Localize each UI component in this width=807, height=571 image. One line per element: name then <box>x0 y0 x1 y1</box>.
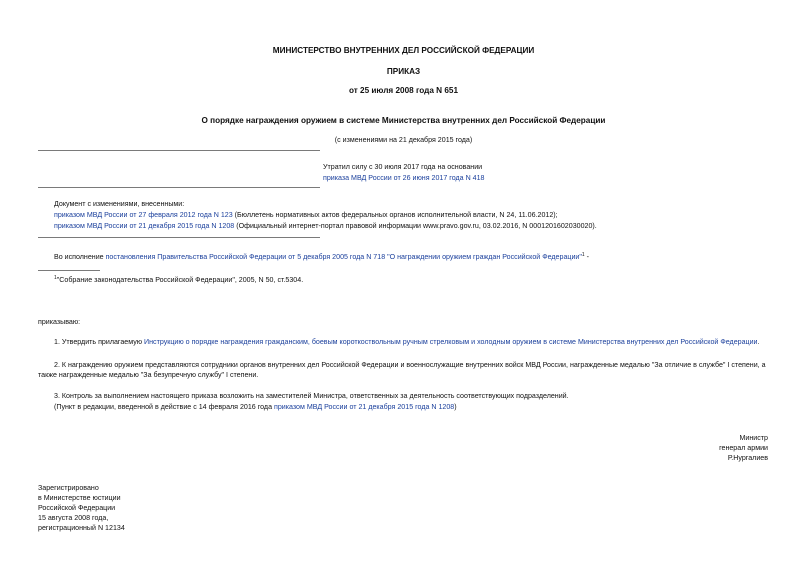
amendment-link-2015[interactable]: приказом МВД России от 21 декабря 2015 года N 1208 <box>54 222 235 230</box>
footnote-divider <box>38 270 100 271</box>
order-item-2-line-1: 2. К награждению оружием представляются сотрудники органов внутренних дел Российской Федерации и военнослужащие внутренних войск МВД России, награжденные медалью "За отличие в службе" I степени, а <box>54 361 766 369</box>
registration-line: 15 августа 2008 года, <box>38 514 109 522</box>
doc-date-number: от 25 июля 2008 года N 651 <box>348 86 459 95</box>
order-item-1 <box>54 338 760 347</box>
preamble-suffix: - <box>584 253 590 261</box>
preamble <box>54 251 589 262</box>
divider-line <box>38 150 320 151</box>
order-item-3-line-2 <box>54 403 457 412</box>
amendment-source: (Бюллетень нормативных актов федеральных органов исполнительной власти, N 24, 11.06.2012); <box>232 211 558 219</box>
registration-line: в Министерстве юстиции <box>38 494 121 502</box>
amendment-link-2012[interactable]: приказом МВД России от 27 февраля 2012 года N 123 <box>54 211 233 219</box>
divider-line <box>38 237 320 238</box>
signature-name: Р.Нургалиев <box>727 454 768 462</box>
item-3-note-suffix: ) <box>454 403 457 411</box>
item-3-note-prefix: (Пункт в редакции, введенной в действие с 14 февраля 2016 года <box>54 403 274 411</box>
status-text: Утратил силу с 30 июля 2017 года на основании <box>323 163 483 171</box>
amendment-note: (с изменениями на 21 декабря 2015 года) <box>334 136 473 144</box>
instruction-link[interactable]: Инструкцию о порядке награждения гражданским, боевым короткоствольным ручным стрелковым и холодным оружием в системе Министерства внутренних дел Российской Федерации <box>144 338 758 346</box>
order-word: приказываю: <box>38 318 81 326</box>
item-1-prefix: 1. Утвердить прилагаемую <box>54 338 145 346</box>
amendment-source: (Официальный интернет-портал правовой информации www.pravo.gov.ru, 03.02.2016, N 0001201602030020). <box>234 222 597 230</box>
changes-item <box>54 222 597 231</box>
doc-title: О порядке награждения оружием в системе Министерства внутренних дел Российской Федерации <box>201 116 606 125</box>
footnote-mark: 1 <box>54 275 57 281</box>
footnote <box>54 274 303 285</box>
government-decree-link[interactable]: постановления Правительства Российской Федерации от 5 декабря 2005 года N 718 "О награждении оружием граждан Российской Федерации" <box>105 253 582 261</box>
order-item-3-line-1: 3. Контроль за выполнением настоящего приказа возложить на заместителей Министра, ответственных за деятельность соответствующих подразделений. <box>54 392 569 400</box>
amendment-link-2015-note[interactable]: приказом МВД России от 21 декабря 2015 года N 1208 <box>274 403 455 411</box>
doc-type: ПРИКАЗ <box>386 67 421 76</box>
ministry-heading: МИНИСТЕРСТВО ВНУТРЕННИХ ДЕЛ РОССИЙСКОЙ ФЕДЕРАЦИИ <box>272 46 535 55</box>
preamble-prefix: Во исполнение <box>54 253 106 261</box>
registration-line: Зарегистрировано <box>38 484 99 492</box>
footnote-ref[interactable]: 1 <box>581 252 585 258</box>
signature-rank: генерал армии <box>719 444 768 452</box>
status-repeal-link[interactable]: приказа МВД России от 26 июня 2017 года N 418 <box>323 174 485 182</box>
item-1-suffix: . <box>757 338 760 346</box>
order-item-2-line-2: также награжденные медалью "За безупречную службу" I степени. <box>38 371 259 379</box>
registration-line: Российской Федерации <box>38 504 116 512</box>
registration-line: регистрационный N 12134 <box>38 524 125 532</box>
changes-item <box>54 211 558 220</box>
changes-intro: Документ с изменениями, внесенными: <box>54 200 185 208</box>
footnote-text: "Собрание законодательства Российской Федерации", 2005, N 50, ст.5304. <box>56 276 304 284</box>
signature-position: Министр <box>739 434 768 442</box>
divider-line <box>38 187 320 188</box>
